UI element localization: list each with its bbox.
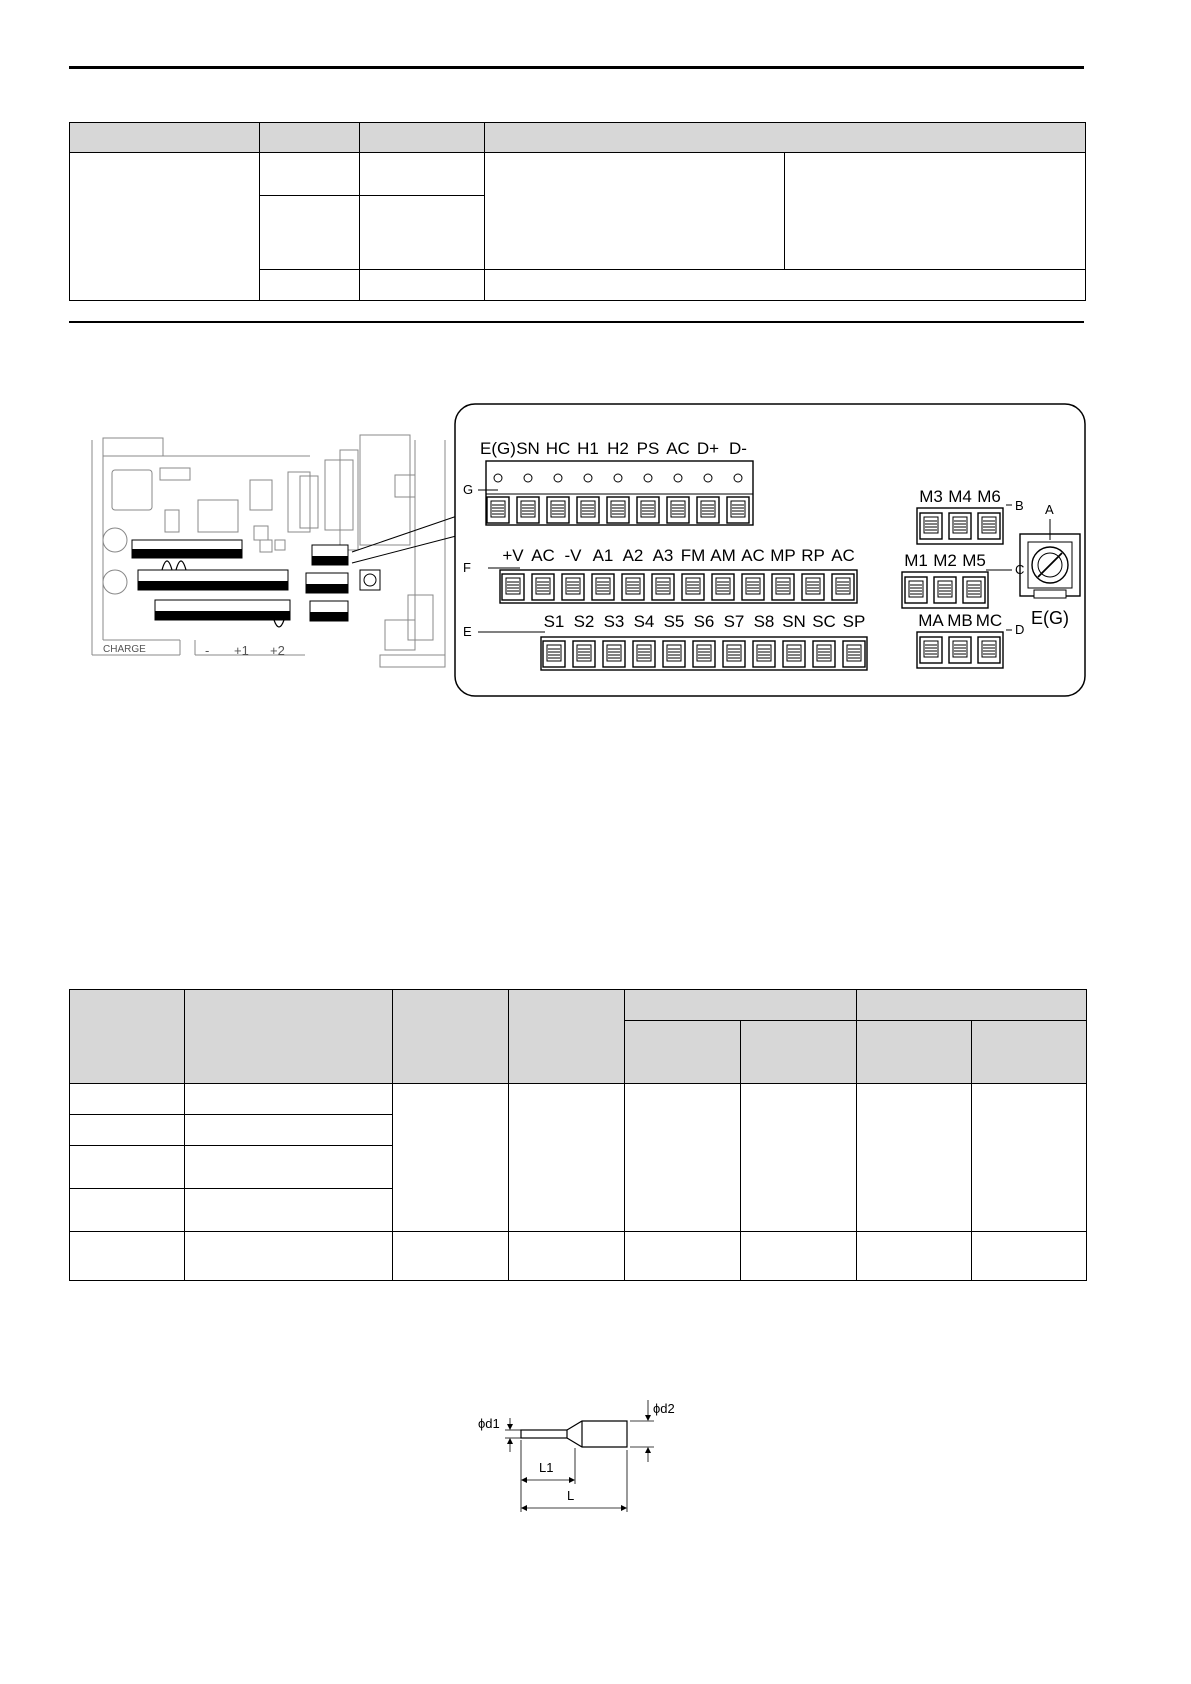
- terminal-label: SN: [782, 612, 806, 631]
- terminal-screw: [603, 641, 625, 667]
- header-cell: [625, 990, 857, 1021]
- terminal-label: MB: [947, 611, 973, 630]
- terminal-pin-hole: [644, 474, 652, 482]
- terminal-screw: [562, 574, 584, 600]
- terminal-label: A1: [592, 546, 614, 565]
- terminal-screw: [487, 497, 509, 523]
- table-cell: [393, 1084, 509, 1232]
- terminal-label: M1: [904, 551, 928, 570]
- table-cell: [185, 1232, 393, 1281]
- terminal-label: M2: [933, 551, 957, 570]
- terminal-pin-hole: [524, 474, 532, 482]
- terminal-screw: [783, 641, 805, 667]
- terminal-screw: [652, 574, 674, 600]
- header-cell: [741, 1021, 857, 1084]
- header-cell: [857, 1021, 972, 1084]
- terminal-block-f: [500, 570, 857, 603]
- terminal-label: AM: [710, 546, 736, 565]
- table-cell: [857, 1232, 972, 1281]
- terminal-screw: [813, 641, 835, 667]
- terminal-label: H1: [577, 439, 599, 458]
- table-cell: [509, 1232, 625, 1281]
- board-label-charge: CHARGE: [103, 644, 146, 655]
- terminal-screw: [532, 574, 554, 600]
- ferrule-l-label: L: [567, 1488, 575, 1503]
- terminal-screw: [667, 497, 689, 523]
- terminal-screw: [772, 574, 794, 600]
- terminal-pin-hole: [554, 474, 562, 482]
- board-label-plus2: +2: [270, 643, 285, 658]
- callout-f: F: [463, 560, 471, 575]
- terminal-screw: [712, 574, 734, 600]
- terminal-screw: [577, 497, 599, 523]
- terminal-screw: [934, 577, 956, 603]
- terminal-screw: [753, 641, 775, 667]
- callout-g: G: [463, 482, 474, 497]
- table-cell: [185, 1189, 393, 1232]
- table-cell: [972, 1084, 1087, 1232]
- callout-b: B: [1015, 498, 1024, 513]
- terminal-screw: [742, 574, 764, 600]
- table-row: [70, 1084, 1087, 1115]
- terminal-label: S6: [693, 612, 715, 631]
- terminal-label: E(G): [480, 439, 516, 458]
- terminal-label: AC: [741, 546, 765, 565]
- terminal-pin-hole: [494, 474, 502, 482]
- table-cell: [70, 1084, 185, 1115]
- terminal-screw: [607, 497, 629, 523]
- terminal-label: A3: [652, 546, 674, 565]
- terminal-label: D+: [696, 439, 720, 458]
- terminal-label: AC: [531, 546, 555, 565]
- header-cell: [393, 990, 509, 1084]
- terminal-block-c: [902, 572, 988, 608]
- header-cell: [185, 990, 393, 1084]
- terminal-screw: [920, 637, 942, 663]
- terminal-screw: [663, 641, 685, 667]
- terminal-screw: [637, 497, 659, 523]
- terminal-label: S3: [603, 612, 625, 631]
- terminal-screw: [843, 641, 865, 667]
- header-cell: [625, 1021, 741, 1084]
- table-cell: [857, 1084, 972, 1232]
- terminal-label: HC: [545, 439, 571, 458]
- terminal-pin-hole: [674, 474, 682, 482]
- terminal-screw: [727, 497, 749, 523]
- terminal-screw: [832, 574, 854, 600]
- terminal-screw: [949, 513, 971, 539]
- zoom-line: [352, 515, 460, 552]
- terminal-label: S2: [573, 612, 595, 631]
- terminal-screw: [920, 513, 942, 539]
- terminal-label: MC: [975, 611, 1003, 630]
- terminal-label: M6: [977, 487, 1001, 506]
- table-cell: [741, 1084, 857, 1232]
- terminal-label: AC: [831, 546, 855, 565]
- terminal-block-g: [486, 461, 753, 525]
- table-cell: [70, 1232, 185, 1281]
- header-cell: [509, 990, 625, 1084]
- callout-a: A: [1045, 502, 1054, 517]
- terminal-screw: [978, 513, 1000, 539]
- terminal-label: M4: [948, 487, 972, 506]
- terminal-screw: [978, 637, 1000, 663]
- terminal-screw: [543, 641, 565, 667]
- ferrule-l1-label: L1: [539, 1460, 554, 1475]
- terminal-screw: [633, 641, 655, 667]
- table-cell: [185, 1115, 393, 1146]
- terminal-label: FM: [680, 546, 706, 565]
- terminal-screw: [682, 574, 704, 600]
- terminal-screw: [573, 641, 595, 667]
- table-cell: [741, 1232, 857, 1281]
- terminal-screw: [697, 497, 719, 523]
- terminal-label: SP: [842, 612, 866, 631]
- terminal-pin-hole: [614, 474, 622, 482]
- terminal-block-b: [917, 508, 1003, 544]
- terminal-label: RP: [801, 546, 825, 565]
- terminal-screw: [502, 574, 524, 600]
- terminal-label: S4: [633, 612, 655, 631]
- terminal-screw: [547, 497, 569, 523]
- table-cell: [509, 1084, 625, 1232]
- table-cell: [185, 1084, 393, 1115]
- terminal-block-d: [917, 632, 1003, 668]
- terminal-pin-hole: [584, 474, 592, 482]
- zoom-line: [352, 535, 460, 563]
- header-cell: [70, 990, 185, 1084]
- terminal-label: A2: [622, 546, 644, 565]
- terminal-label: M3: [919, 487, 943, 506]
- terminal-label: H2: [607, 439, 629, 458]
- ferrule-d1-label: ϕd1: [478, 1416, 500, 1431]
- header-cell: [857, 990, 1087, 1021]
- terminal-label: PS: [636, 439, 660, 458]
- table-cell: [625, 1232, 741, 1281]
- terminal-label: SC: [812, 612, 836, 631]
- callout-d: D: [1015, 622, 1025, 637]
- terminal-screw: [592, 574, 614, 600]
- terminal-screw: [517, 497, 539, 523]
- table-cell: [70, 1146, 185, 1189]
- terminal-label: MA: [918, 611, 944, 630]
- ferrule-drawing: [505, 1400, 654, 1512]
- terminal-screw: [949, 637, 971, 663]
- terminal-label: S5: [663, 612, 685, 631]
- header-cell: [972, 1021, 1087, 1084]
- terminal-screw: [905, 577, 927, 603]
- board-label-minus: -: [205, 643, 210, 658]
- terminal-screw: [693, 641, 715, 667]
- board-terminal-strips: [132, 540, 380, 627]
- table-cell: [185, 1146, 393, 1189]
- terminal-label: MP: [770, 546, 796, 565]
- table-row: [70, 1232, 1087, 1281]
- ground-label: E(G): [1031, 608, 1069, 628]
- terminal-screw: [802, 574, 824, 600]
- terminal-screw: [622, 574, 644, 600]
- callout-e: E: [463, 624, 472, 639]
- terminal-label: AC: [666, 439, 690, 458]
- table-header-row: [70, 990, 1087, 1021]
- board-label-plus1: +1: [234, 643, 249, 658]
- ground-terminal: [1020, 534, 1080, 598]
- terminal-pin-hole: [704, 474, 712, 482]
- table-cell: [625, 1084, 741, 1232]
- terminal-label: -V: [564, 546, 582, 565]
- table-cell: [70, 1189, 185, 1232]
- ferrule-d2-label: ϕd2: [653, 1401, 675, 1416]
- table-cell: [70, 1115, 185, 1146]
- terminal-screw: [723, 641, 745, 667]
- terminal-screw: [963, 577, 985, 603]
- terminal-label: +V: [502, 546, 524, 565]
- terminal-pin-hole: [734, 474, 742, 482]
- callout-c: C: [1015, 562, 1025, 577]
- terminal-label: S8: [753, 612, 775, 631]
- terminal-label: S7: [723, 612, 745, 631]
- terminal-label: SN: [516, 439, 540, 458]
- wire-gauge-table: [69, 989, 1087, 1281]
- terminal-label: M5: [962, 551, 986, 570]
- terminal-block-e: [541, 637, 867, 670]
- terminal-label: D-: [729, 439, 747, 458]
- table-cell: [393, 1232, 509, 1281]
- terminal-label: S1: [543, 612, 565, 631]
- table-cell: [972, 1232, 1087, 1281]
